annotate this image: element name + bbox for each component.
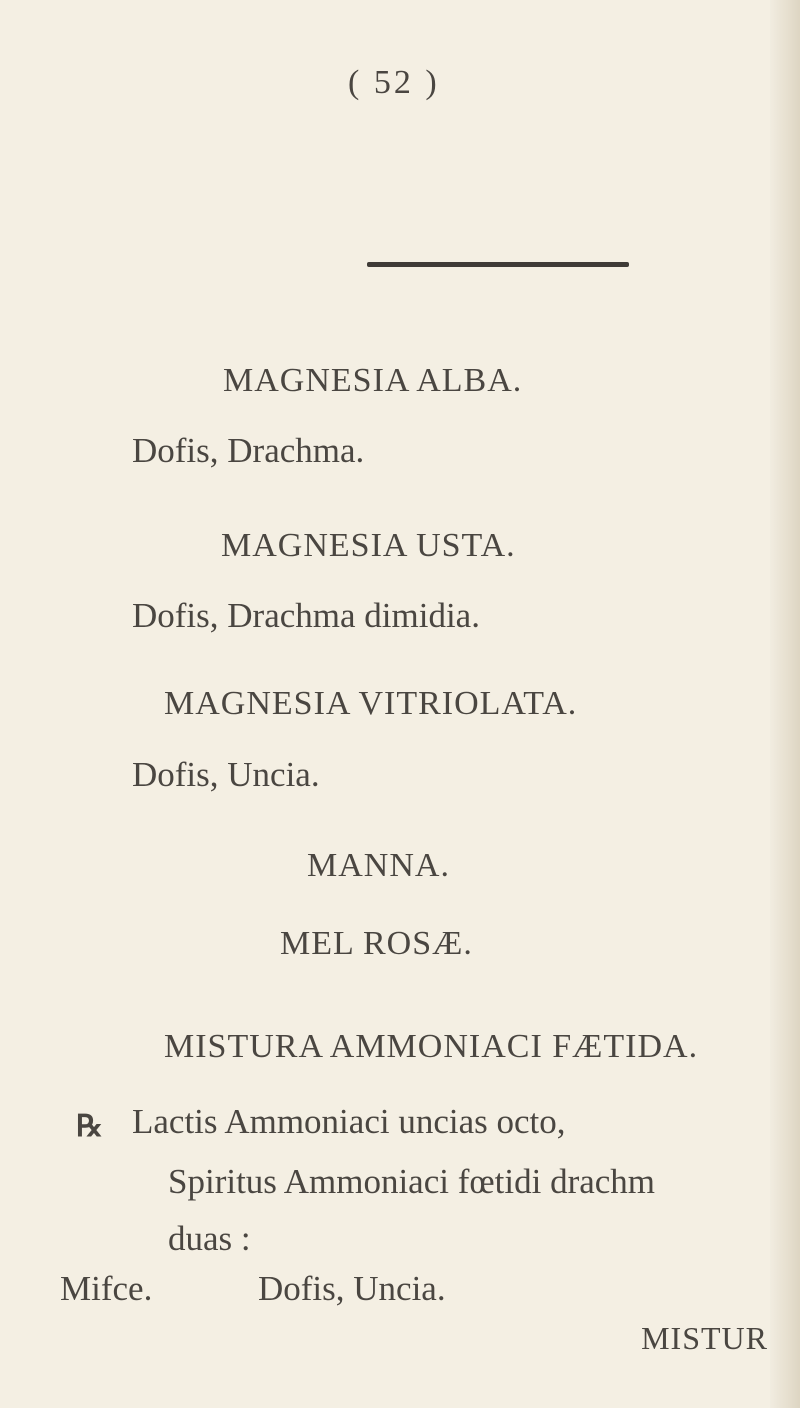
entry-dose-magnesia-usta: Dofis, Drachma dimidia.	[132, 596, 480, 635]
entry-dose-magnesia-alba: Dofis, Drachma.	[132, 431, 365, 470]
recipe-line-3: duas :	[168, 1219, 251, 1258]
page-gutter	[770, 0, 800, 1408]
entry-dose-mistura-ammoniaci: Dofis, Uncia.	[258, 1269, 446, 1308]
page-number: ( 52 )	[348, 64, 440, 101]
entry-heading-magnesia-usta: MAGNESIA USTA.	[221, 527, 516, 564]
entry-heading-manna: MANNA.	[307, 847, 450, 884]
header-rule	[367, 262, 629, 267]
entry-heading-magnesia-vitriolata: MAGNESIA VITRIOLATA.	[164, 685, 578, 722]
entry-heading-mistura-ammoniaci: MISTURA AMMONIACI FÆTIDA.	[164, 1028, 699, 1065]
entry-dose-magnesia-vitriolata: Dofis, Uncia.	[132, 755, 320, 794]
recipe-line-1: Lactis Ammoniaci uncias octo,	[132, 1102, 566, 1141]
entry-heading-magnesia-alba: MAGNESIA ALBA.	[223, 362, 523, 399]
entry-heading-mel-rosae: MEL ROSÆ.	[280, 925, 473, 962]
recipe-directions: Mifce.	[60, 1269, 153, 1308]
recipe-symbol: ℞	[76, 1110, 103, 1143]
recipe-line-2: Spiritus Ammoniaci fœtidi drachm	[168, 1162, 656, 1201]
catchword: MISTUR	[641, 1320, 768, 1356]
